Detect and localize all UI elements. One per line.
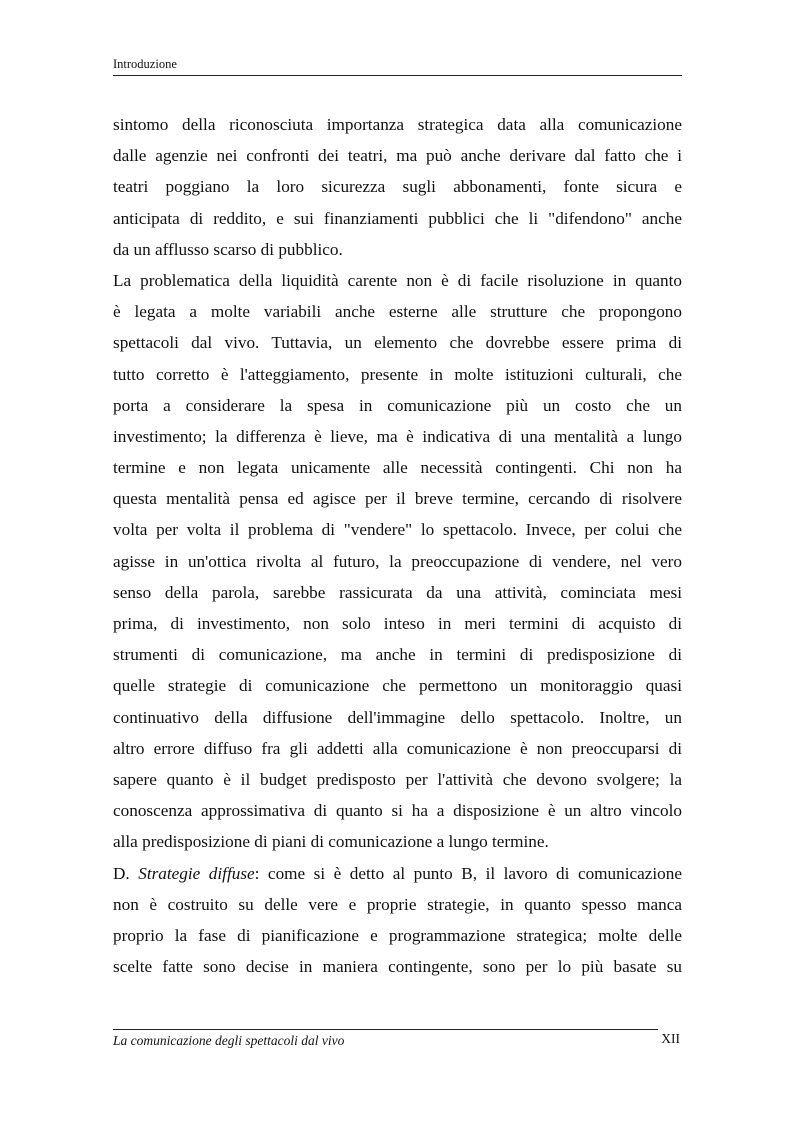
text-line: sapere quanto è il budget predisposto per l'attività che devono svolgere; la xyxy=(113,769,682,789)
text-line: senso della parola, sarebbe rassicurata da una attività, cominciata mesi xyxy=(113,582,682,602)
text-line: conoscenza approssimativa di quanto si ha a disposizione è un altro vincolo xyxy=(113,801,682,821)
paragraph-d-first-line xyxy=(113,858,682,889)
text-line: volta per volta il problema di "vendere" lo spettacolo. Invece, per colui che xyxy=(113,520,682,540)
text-line: agisse in un'ottica rivolta al futuro, la preoccupazione di vendere, nel vero xyxy=(113,551,682,571)
text-line: è legata a molte variabili anche esterne alle strutture che propongono xyxy=(113,302,682,322)
text-line: non è costruito su delle vere e proprie strategie, in quanto spesso manca xyxy=(113,894,682,914)
text-line: teatri poggiano la loro sicurezza sugli abbonamenti, fonte sicura e xyxy=(113,177,682,197)
paragraph-d-italic-term: Strategie diffuse xyxy=(138,863,255,883)
text-line: quelle strategie di comunicazione che permettono un monitoraggio quasi xyxy=(113,676,682,696)
text-line: porta a considerare la spesa in comunicazione più un costo che un xyxy=(113,395,682,415)
text-line: da un afflusso scarso di pubblico. xyxy=(113,239,343,259)
text-line: altro errore diffuso fra gli addetti alla comunicazione è non preoccuparsi di xyxy=(113,738,682,758)
text-line: proprio la fase di pianificazione e programmazione strategica; molte delle xyxy=(113,925,682,945)
text-line: scelte fatte sono decise in maniera contingente, sono per lo più basate su xyxy=(113,957,682,977)
text-line: tutto corretto è l'atteggiamento, presente in molte istituzioni culturali, che xyxy=(113,364,682,384)
text-line: prima, di investimento, non solo inteso in meri termini di acquisto di xyxy=(113,614,682,633)
body-text xyxy=(113,109,682,982)
page-header xyxy=(113,56,682,76)
header-title: Introduzione xyxy=(113,57,177,71)
text-line: alla predisposizione di piani di comunicazione a lungo termine. xyxy=(113,832,549,852)
text-line: strumenti di comunicazione, ma anche in termini di predisposizione di xyxy=(113,645,682,665)
page-number: XII xyxy=(661,1031,680,1046)
text-line: anticipata di reddito, e sui finanziamenti pubblici che li "difendono" anche xyxy=(113,208,682,228)
footer-rule xyxy=(113,1029,658,1030)
text-line: La problematica della liquidità carente non è di facile risoluzione in quanto xyxy=(113,270,682,290)
footer-title: La comunicazione degli spettacoli dal vivo xyxy=(113,1033,345,1048)
text-line: sintomo della riconosciuta importanza strategica data alla comunicazione xyxy=(113,115,682,134)
text-line: termine e non legata unicamente alle necessità contingenti. Chi non ha xyxy=(113,458,682,478)
text-line: questa mentalità pensa ed agisce per il breve termine, cercando di risolvere xyxy=(113,489,682,509)
paragraph-d-lead: D. xyxy=(113,863,139,883)
text-line: dalle agenzie nei confronti dei teatri, ma può anche derivare dal fatto che i xyxy=(113,146,682,166)
text-line: continuativo della diffusione dell'immagine dello spettacolo. Inoltre, un xyxy=(113,707,682,727)
text-line: investimento; la differenza è lieve, ma è indicativa di una mentalità a lungo xyxy=(113,426,682,446)
paragraph-d-first-line-rest: : come si è detto al punto B, il lavoro di comunicazione xyxy=(254,863,682,883)
text-line: spettacoli dal vivo. Tuttavia, un elemento che dovrebbe essere prima di xyxy=(113,333,682,353)
